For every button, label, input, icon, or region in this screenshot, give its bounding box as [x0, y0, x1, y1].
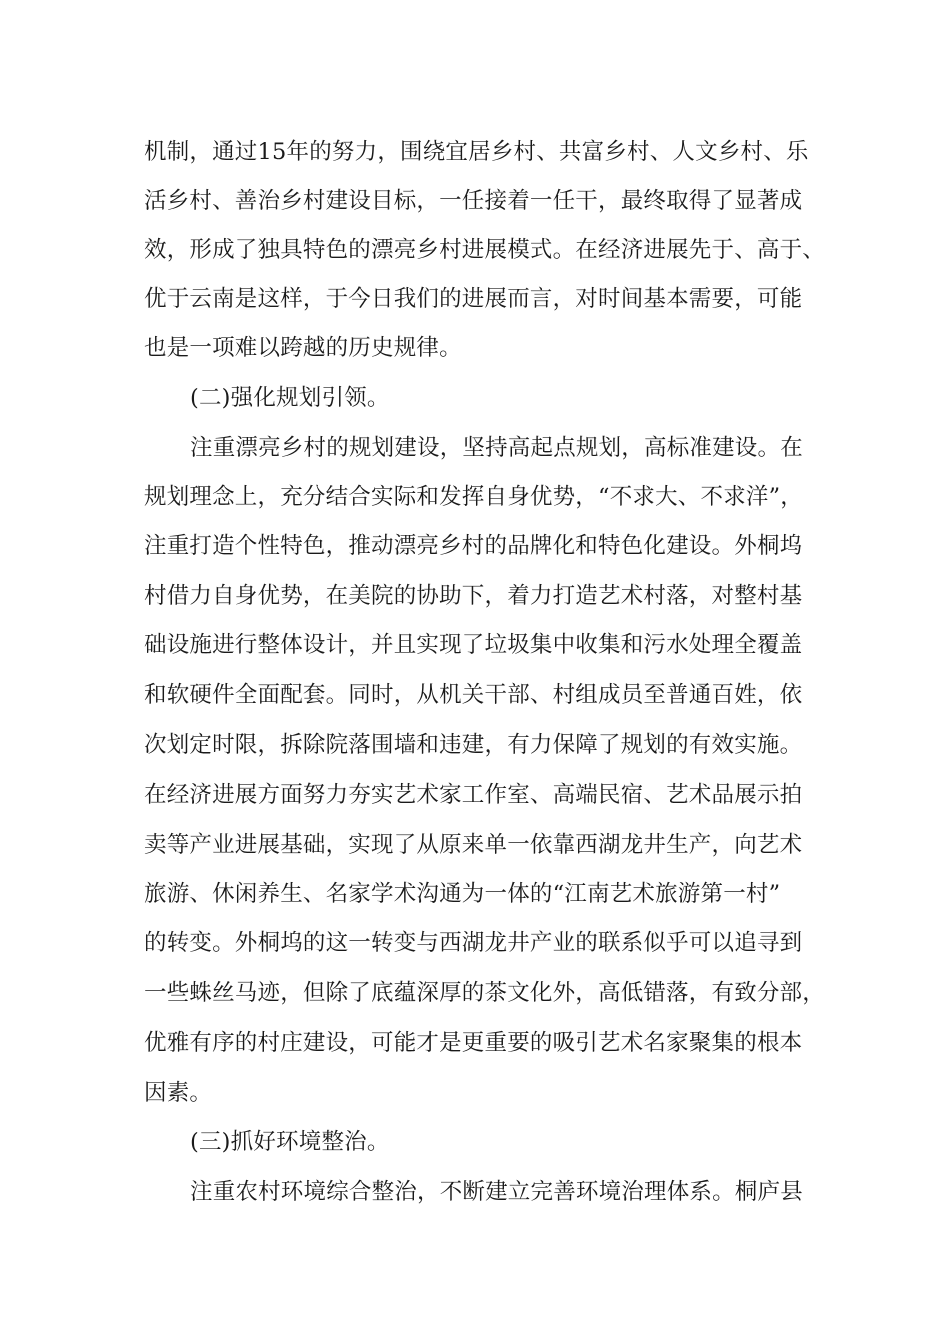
text-line: 旅游、休闲养生、名家学术沟通为一体的“江南艺术旅游第一村”	[144, 881, 781, 907]
text-line: 注重打造个性特色，推动漂亮乡村的品牌化和特色化建设。外桐坞	[144, 533, 803, 559]
text-line: 一些蛛丝马迹，但除了底蕴深厚的茶文化外，高低错落，有致分部，	[144, 980, 826, 1006]
text-line: 活乡村、善治乡村建设目标，一任接着一任干，最终取得了显著成	[144, 188, 803, 214]
text-line: 次划定时限，拆除院落围墙和违建，有力保障了规划的有效实施。	[144, 732, 803, 758]
paragraph-first-line: 注重漂亮乡村的规划建设，坚持高起点规划，高标准建设。在	[190, 435, 803, 461]
section-heading: (三)抓好环境整治。	[190, 1129, 390, 1155]
text-line: 规划理念上，充分结合实际和发挥自身优势，“不求大、不求洋”，	[144, 484, 804, 510]
text-line: 效，形成了独具特色的漂亮乡村进展模式。在经济进展先于、高于、	[144, 237, 826, 263]
section-heading: (二)强化规划引领。	[190, 385, 390, 411]
text-line: 机制，通过15年的努力，围绕宜居乡村、共富乡村、人文乡村、乐	[144, 139, 809, 165]
text-line: 的转变。外桐坞的这一转变与西湖龙井产业的联系似乎可以追寻到	[144, 930, 803, 956]
text-line: 在经济进展方面努力夯实艺术家工作室、高端民宿、艺术品展示拍	[144, 782, 803, 808]
text-line: 优于云南是这样，于今日我们的进展而言，对时间基本需要，可能	[144, 286, 803, 312]
text-line: 优雅有序的村庄建设，可能才是更重要的吸引艺术名家聚集的根本	[144, 1030, 803, 1056]
text-line: 村借力自身优势，在美院的协助下，着力打造艺术村落，对整村基	[144, 583, 803, 609]
text-line: 础设施进行整体设计，并且实现了垃圾集中收集和污水处理全覆盖	[144, 632, 803, 658]
paragraph-first-line: 注重农村环境综合整治，不断建立完善环境治理体系。桐庐县	[190, 1179, 803, 1205]
text-line: 和软硬件全面配套。同时，从机关干部、村组成员至普通百姓，依	[144, 682, 803, 708]
text-line: 卖等产业进展基础，实现了从原来单一依靠西湖龙井生产，向艺术	[144, 832, 803, 858]
text-line: 因素。	[144, 1080, 213, 1106]
text-line: 也是一项难以跨越的历史规律。	[144, 335, 462, 361]
